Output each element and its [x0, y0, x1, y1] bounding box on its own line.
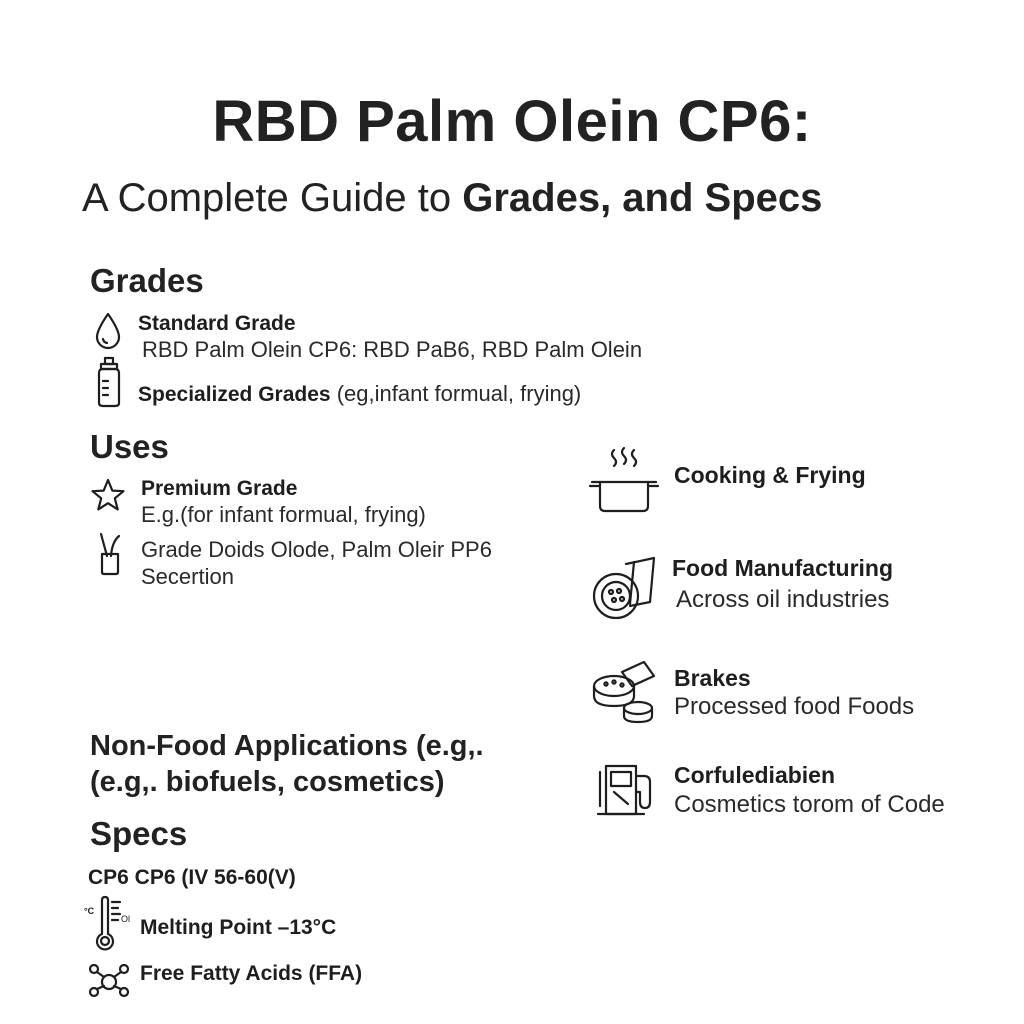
specialized-grades-line — [138, 381, 581, 407]
utensils-cup-icon — [96, 532, 126, 576]
subtitle-plain: A Complete Guide to — [82, 176, 463, 220]
non-food-line-2: (e.g,. biofuels, cosmetics) — [90, 766, 445, 798]
non-food-line-1: Non-Food Applications (e.g,. — [90, 730, 484, 762]
star-icon — [90, 478, 126, 512]
grade-line-1: Grade Doids Olode, Palm Oleir PP6 — [141, 537, 492, 562]
standard-grade-label: Standard Grade — [138, 312, 296, 335]
premium-grade-label: Premium Grade — [141, 477, 298, 500]
baby-bottle-icon — [94, 356, 124, 408]
subtitle-bold: Grades, and Specs — [462, 176, 823, 220]
uses-heading: Uses — [90, 428, 169, 465]
corfulediabien-desc: Cosmetics torom of Code — [674, 791, 945, 818]
premium-grade-desc: E.g.(for infant formual, frying) — [141, 502, 426, 527]
specialized-grades-desc: (eg,infant formual, frying) — [330, 381, 582, 406]
food-plate-icon — [590, 556, 658, 622]
cp6-line: CP6 CP6 (IV 56-60(V) — [88, 866, 296, 889]
ffa-label: Free Fatty Acids (FFA) — [140, 962, 363, 985]
food-manufacturing-desc: Across oil industries — [676, 586, 890, 613]
brakes-desc: Processed food Foods — [674, 693, 915, 720]
thermometer-icon — [84, 896, 136, 952]
grades-heading: Grades — [90, 262, 204, 299]
cooking-frying-label: Cooking & Frying — [674, 462, 866, 488]
baked-goods-icon — [592, 660, 658, 724]
melting-point-label: Melting Point –13°C — [140, 916, 337, 939]
specialized-grades-label: Specialized Grades — [138, 383, 331, 406]
corfulediabien-label: Corfulediabien — [674, 762, 836, 788]
molecule-icon — [86, 962, 132, 998]
standard-grade-desc: RBD Palm Olein CP6: RBD PaB6, RBD Palm Olein — [142, 337, 643, 362]
brakes-label: Brakes — [674, 665, 751, 691]
specs-heading: Specs — [90, 815, 188, 852]
drop-icon — [94, 312, 122, 350]
grade-line-2: Secertion — [141, 564, 234, 589]
fuel-pump-icon — [596, 762, 660, 816]
cooking-pot-icon — [588, 446, 660, 516]
food-manufacturing-label: Food Manufacturing — [672, 555, 894, 581]
thermometer-celsius-mark: °C — [84, 906, 95, 916]
page-title: RBD Palm Olein CP6: — [212, 89, 812, 154]
page-subtitle — [82, 176, 822, 221]
thermometer-ol-mark: Ol — [121, 914, 130, 924]
